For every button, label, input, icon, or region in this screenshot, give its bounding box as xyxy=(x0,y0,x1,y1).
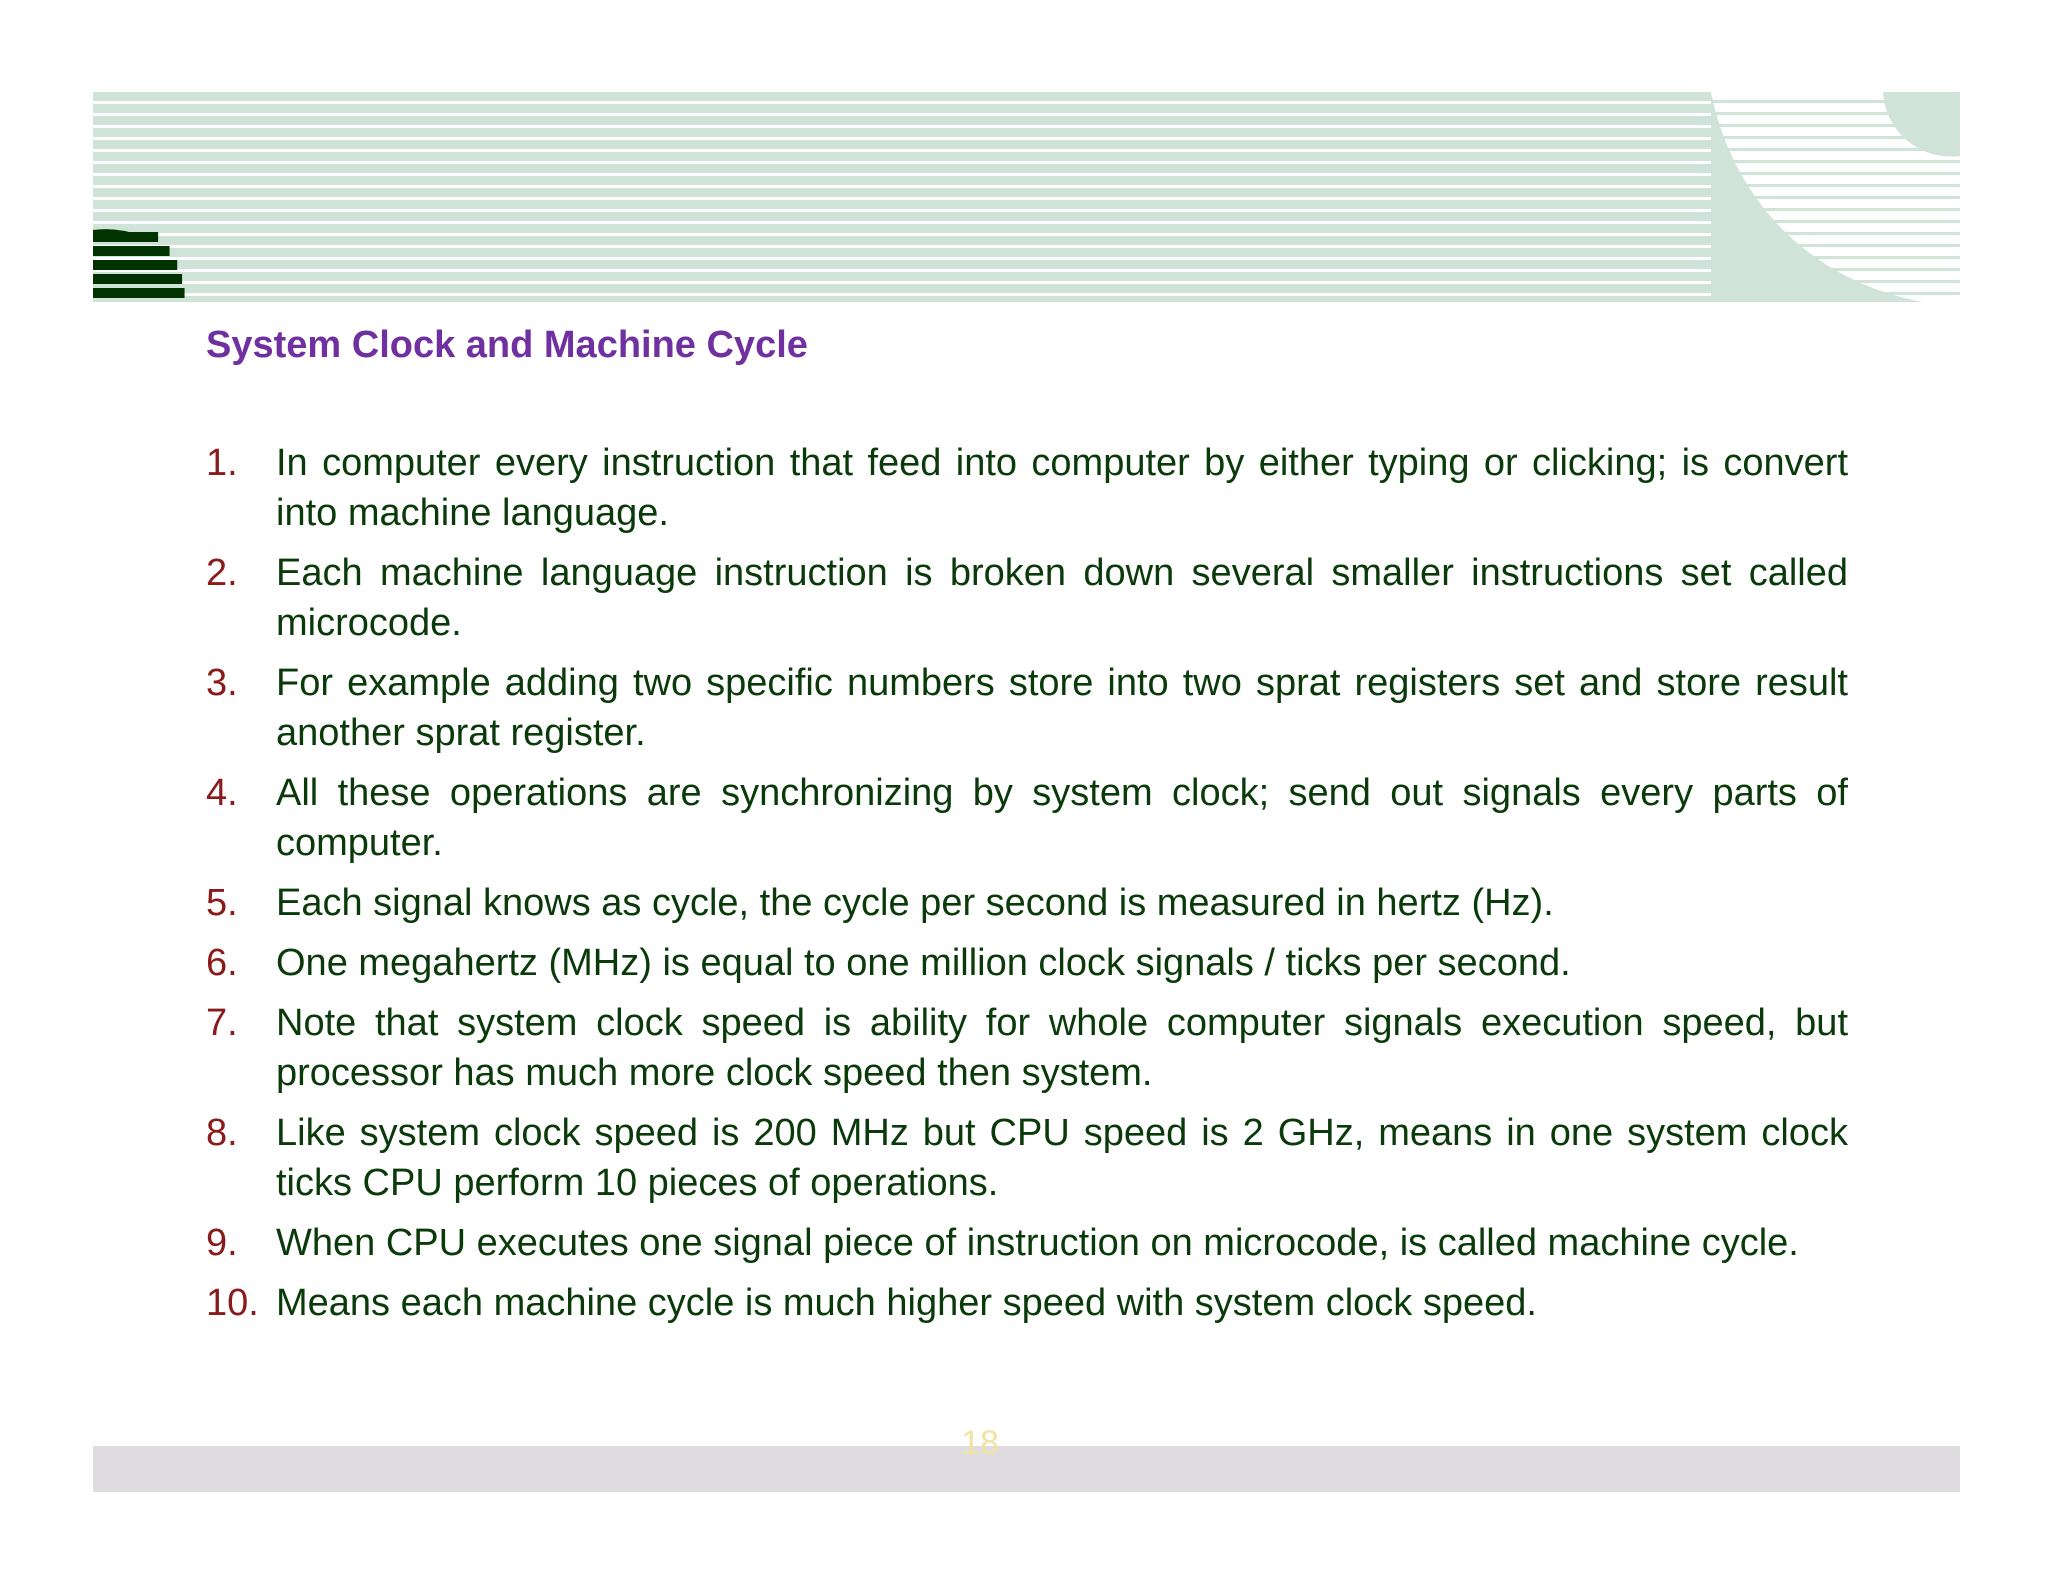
list-item-number: 2. xyxy=(206,552,238,594)
list-item-number: 9. xyxy=(206,1222,238,1264)
list-item-number: 1. xyxy=(206,442,238,484)
list-item-number: 10. xyxy=(206,1282,259,1324)
header-decoration xyxy=(93,92,1960,302)
list-item xyxy=(206,658,1848,758)
corner-quarter-circle xyxy=(1883,92,1960,157)
list-item xyxy=(206,548,1848,648)
list-item-number: 4. xyxy=(206,772,238,814)
footer-bar xyxy=(93,1446,1960,1492)
page-title: System Clock and Machine Cycle xyxy=(206,324,808,366)
list-item xyxy=(206,768,1848,868)
list-item-text: Like system clock speed is 200 MHz but CPU speed is 2 GHz, means in one system clock ticks CPU perform 10 pieces of operations. xyxy=(276,1112,1848,1204)
list-item-text: All these operations are synchronizing by system clock; send out signals every parts of computer. xyxy=(276,772,1848,864)
list-item-number: 7. xyxy=(206,1002,238,1044)
list-item xyxy=(206,1278,1848,1328)
numbered-list xyxy=(206,438,1848,1338)
list-item-text: When CPU executes one signal piece of instruction on microcode, is called machine cycle. xyxy=(276,1222,1799,1264)
list-item xyxy=(206,438,1848,538)
list-item xyxy=(206,1108,1848,1208)
list-item-text: Each signal knows as cycle, the cycle per second is measured in hertz (Hz). xyxy=(276,882,1554,924)
list-item-number: 5. xyxy=(206,882,238,924)
list-item-text: One megahertz (MHz) is equal to one million clock signals / ticks per second. xyxy=(276,942,1571,984)
list-item-number: 3. xyxy=(206,662,238,704)
page-number: 18 xyxy=(961,1424,999,1462)
list-item xyxy=(206,1218,1848,1268)
header-stripes-left xyxy=(93,92,1711,302)
list-item-text: In computer every instruction that feed into computer by either typing or clicking; is convert into machine language. xyxy=(276,442,1848,534)
list-item xyxy=(206,998,1848,1098)
list-item xyxy=(206,878,1848,928)
list-item-number: 8. xyxy=(206,1112,238,1154)
list-item xyxy=(206,938,1848,988)
list-item-text: Each machine language instruction is broken down several smaller instructions set called microcode. xyxy=(276,552,1848,644)
list-item-text: Means each machine cycle is much higher speed with system clock speed. xyxy=(276,1282,1537,1324)
list-item-text: Note that system clock speed is ability for whole computer signals execution speed, but processor has much more clock speed then system. xyxy=(276,1002,1848,1094)
striped-header-graphic xyxy=(93,92,1960,302)
list-item-number: 6. xyxy=(206,942,238,984)
list-item-text: For example adding two specific numbers store into two sprat registers set and store result another sprat register. xyxy=(276,662,1848,754)
